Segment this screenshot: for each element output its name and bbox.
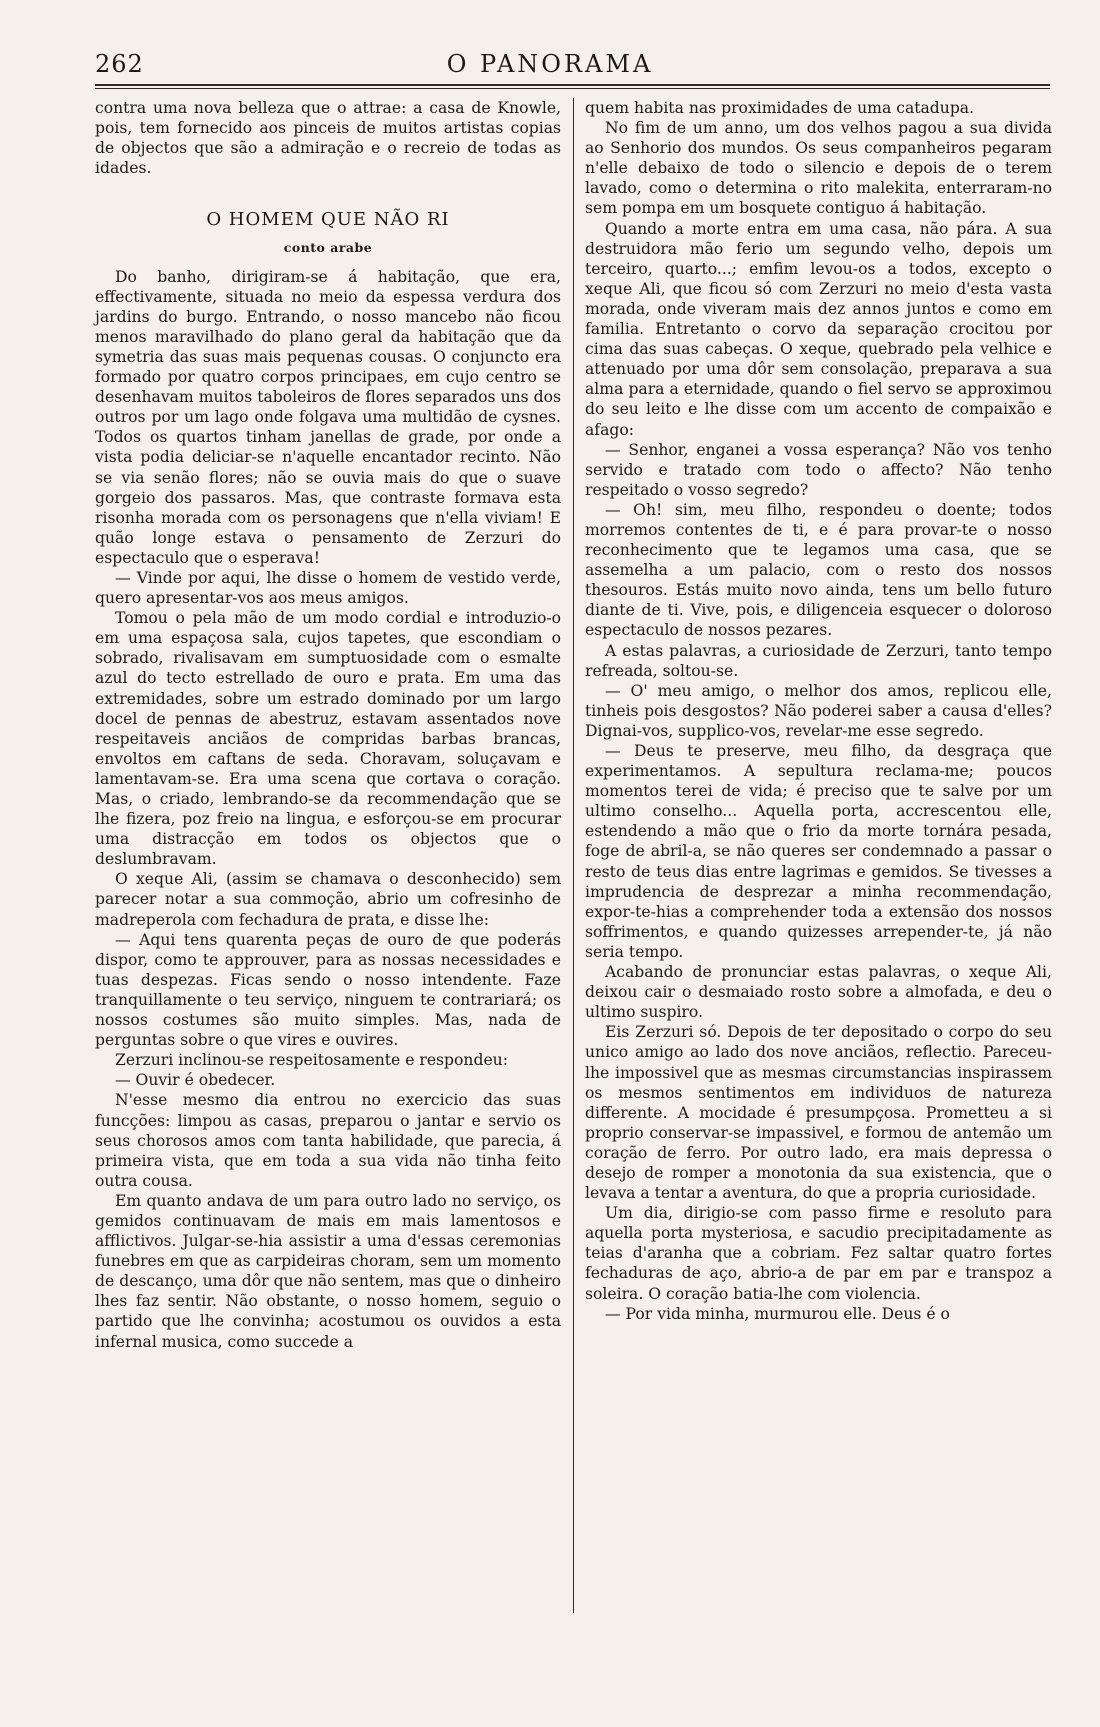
header-rule-thin xyxy=(95,88,1050,89)
paragraph: — Oh! sim, meu filho, respondeu o doente; todos morremos contentes de ti, e é para provar-te o nosso reconhecimento que te legamos uma casa, que se assemelha a um palacio, com o resto dos nossos thesouros. Estás muito novo ainda, tens um bello futuro diante de ti. Vive, pois, e diligenceia esquecer o doloroso espectaculo de nossos pezares. xyxy=(585,500,1052,640)
paragraph: N'esse mesmo dia entrou no exercicio das suas funcções: limpou as casas, preparou o jantar e servio os seus chorosos amos com tanta habilidade, que parecia, á primeira vista, que em toda a sua vida não tinha feito outra cousa. xyxy=(95,1091,561,1190)
paragraph: Um dia, dirigio-se com passo firme e resoluto para aquella porta mysteriosa, e sacudio precipitadamente as teias d'aranha que a cobriam. Fez saltar quatro fortes fechaduras de aço, abrio-a de par em par e transpoz a soleira. O coração batia-lhe com violencia. xyxy=(585,1204,1052,1303)
paragraph: Tomou o pela mão de um modo cordial e introduzio-o em uma espaçosa sala, cujos tapetes, que escondiam o sobrado, rivalisavam em sumptuosidade com o esmalte azul do tecto estrellado de ouro e prata. Em uma das extremidades, sobre um estrado dominado por um largo docel de pennas de abestruz, estavam assentados nove respeitaveis anciãos de compridas barbas brancas, envoltos em caftans de seda. Choravam, soluçavam e lamentavam-se. Era uma scena que cortava o coração. Mas, o criado, lembrando-se da recommendação que se lhe fizera, poz freio na lingua, e esforçou-se em procurar uma distracção em todos os objectos que o deslumbravam. xyxy=(95,609,561,869)
right-column xyxy=(585,98,1052,1324)
paragraph: Eis Zerzuri só. Depois de ter depositado o corpo do seu unico amigo ao lado dos nove anciãos, reflectio. Pareceu-lhe impossivel que as mesmas circumstancias inspirassem os mesmos sentimentos em individuos de natureza differente. A mocidade é presumpçosa. Prometteu a si proprio conservar-se impassivel, e formou de antemão um coração de ferro. Por outro lado, era mais depressa o desejo de romper a monotonia da sua existencia, que o levava a tentar a aventura, do que a propria curiosidade. xyxy=(585,1023,1052,1203)
paragraph: — Por vida minha, murmurou elle. Deus é o xyxy=(605,1304,950,1323)
paragraph: quem habita nas proximidades de uma catadupa. xyxy=(585,99,975,117)
intro-paragraph: contra uma nova belleza que o attrae: a casa de Knowle, pois, tem fornecido aos pinceis de muitos artistas copias de objectos que são a admiração e o recreio de todas as idades. xyxy=(95,99,561,178)
paragraph: — Senhor, enganei a vossa esperança? Não vos tenho servido e tratado com todo o affecto? Não tenho respeitado o vosso segredo? xyxy=(585,440,1052,499)
paragraph: — Ouvir é obedecer. xyxy=(115,1071,276,1090)
paragraph: — Vinde por aqui, lhe disse o homem de vestido verde, quero apresentar-vos aos meus amigos. xyxy=(95,568,561,608)
header-rule xyxy=(95,84,1050,86)
paragraph: No fim de um anno, um dos velhos pagou a sua divida ao Senhorio dos mundos. Os seus companheiros pegaram n'elle debaixo de todo o silencio e depois de o terem lavado, como o determina o rito malekita, enterraram-no sem pompa em um bosquete contiguo á habitação. xyxy=(585,119,1052,218)
paragraph: Zerzuri inclinou-se respeitosamente e respondeu: xyxy=(115,1051,508,1070)
paragraph: — Aqui tens quarenta peças de ouro de que poderás dispor, como te approuver, para as nossas necessidades e tuas despezas. Ficas sendo o nosso intendente. Faze tranquillamente o teu serviço, ninguem te contrariará; os nossos costumes são muito simples. Mas, nada de perguntas sobre o que vires e ouvires. xyxy=(95,930,561,1050)
column-divider xyxy=(573,98,574,1613)
running-title: O PANORAMA xyxy=(446,50,654,78)
paragraph: A estas palavras, a curiosidade de Zerzuri, tanto tempo refreada, soltou-se. xyxy=(585,641,1052,680)
paragraph: — Deus te preserve, meu filho, da desgraça que experimentamos. A sepultura reclama-me; poucos momentos terei de vida; é preciso que te salve por um ultimo conselho... Aquella porta, accrescentou elle, estendendo a mão que o frio da morte tornára pesada, foge de abril-a, se não queres ser condemnado a passar o resto de teus dias entre lagrimas e gemidos. Se tivesses a imprudencia de desprezar a minha recommendação, expor-te-hias a comprehender toda a extensão dos nossos soffrimentos, e quando quizesses arrepender-te, já não seria tempo. xyxy=(585,742,1052,961)
left-column xyxy=(95,98,561,1352)
page-number: 262 xyxy=(95,50,144,78)
paragraph: Acabando de pronunciar estas palavras, o xeque Ali, deixou cair o desmaiado rosto sobre a almofada, e deu o ultimo suspiro. xyxy=(585,963,1052,1022)
story-title: O HOMEM QUE NÃO RI xyxy=(206,209,450,231)
paragraph: — O' meu amigo, o melhor dos amos, replicou elle, tinheis pois desgostos? Não poderei saber a causa d'elles? Dignai-vos, supplico-vos, revelar-me esse segredo. xyxy=(585,681,1052,740)
story-subtitle: conto arabe xyxy=(283,240,373,256)
paragraph: O xeque Ali, (assim se chamava o desconhecido) sem parecer notar a sua commoção, abrio um cofresinho de madreperola com fechadura de prata, e disse lhe: xyxy=(95,870,561,929)
paragraph: Do banho, dirigiram-se á habitação, que era, effectivamente, situada no meio da espessa verdura dos jardins do burgo. Entrando, o nosso mancebo não ficou menos maravilhado do plano geral da habitação que da symetria das suas mais pequenas cousas. O conjuncto era formado por quatro corpos principaes, em cujo centro se desenhavam muitos taboleiros de flores separados uns dos outros por um lago onde folgava uma multidão de cysnes. Todos os quartos tinham janellas de grade, por onde a vista podia deliciar-se n'aquelle encantador recinto. Não se via senão flores; não se ouvia mais do que o suave gorgeio dos passaros. Mas, que contraste formava esta risonha morada com os personagens que n'ella viviam! E quão longe estava o pensamento de Zerzuri do espectaculo que o esperava! xyxy=(95,267,561,567)
paragraph: Quando a morte entra em uma casa, não pára. A sua destruidora mão ferio um segundo velho, depois um terceiro, quarto...; emfim levou-os a todos, excepto o xeque Ali, que ficou só com Zerzuri no meio d'esta vasta morada, onde viveram mais dez annos juntos e como em familia. Entretanto o corvo da separação crocitou por cima das suas cabeças. O xeque, quebrado pela velhice e attenuado por uma dôr sem consolação, preparava a sua alma para a eternidade, quando o fiel servo se approximou do seu leito e lhe disse com um accento de compaixão e afago: xyxy=(585,219,1052,439)
paragraph: Em quanto andava de um para outro lado no serviço, os gemidos continuavam de mais em mais lamentosos e afflictivos. Julgar-se-hia assistir a uma d'essas ceremonias funebres em que as carpideiras choram, sem um momento de descanço, uma dôr que não sentem, mas que o dinheiro lhes faz sentir. Não obstante, o nosso homem, seguio o partido que lhe convinha; acostumou os ouvidos a esta infernal musica, como succede a xyxy=(95,1191,561,1351)
